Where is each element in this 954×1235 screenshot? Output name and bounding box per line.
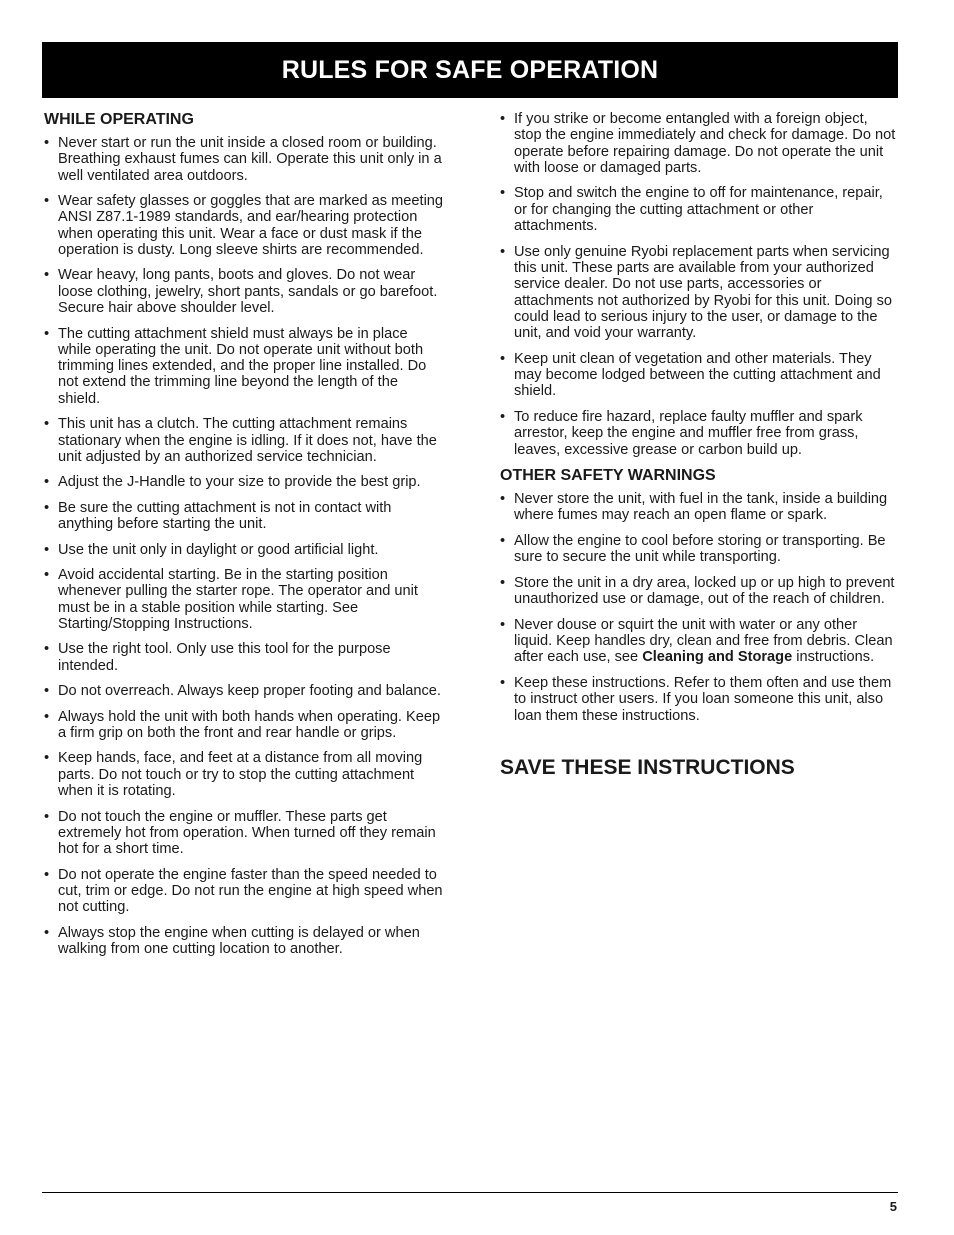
- list-item: • Wear heavy, long pants, boots and gloves. Do not wear loose clothing, jewelry, short pants, sandals or go barefoot. Secure hair above shoulder level.: [44, 267, 444, 316]
- page-title: RULES FOR SAFE OPERATION: [281, 55, 659, 84]
- save-instructions-heading: SAVE THESE INSTRUCTIONS: [500, 755, 795, 779]
- list-item: • Stop and switch the engine to off for maintenance, repair, or for changing the cutting attachment or other attachments.: [500, 185, 898, 234]
- title-banner: [42, 42, 898, 98]
- list-item: • Do not overreach. Always keep proper footing and balance.: [44, 683, 444, 699]
- other-safety-warnings-heading: OTHER SAFETY WARNINGS: [500, 467, 716, 485]
- list-item: • Store the unit in a dry area, locked up or up high to prevent unauthorized use or damage, out of the reach of children.: [500, 575, 898, 608]
- list-item: • Always stop the engine when cutting is delayed or when walking from one cutting location to another.: [44, 925, 444, 958]
- list-item: [500, 617, 898, 666]
- operating-continued-list: [500, 111, 898, 458]
- list-item: • Do not operate the engine faster than the speed needed to cut, trim or edge. Do not run the engine at high speed when not cutting.: [44, 867, 444, 916]
- list-item: • Wear safety glasses or goggles that are marked as meeting ANSI Z87.1-1989 standards, and ear/hearing protection when operating this unit. Wear a face or dust mask if the operation is dusty. Long sleeve shirts are recommended.: [44, 193, 444, 258]
- list-item: • To reduce fire hazard, replace faulty muffler and spark arrestor, keep the engine and muffler free from grass, leaves, excessive grease or carbon build up.: [500, 409, 898, 458]
- list-item: • Avoid accidental starting. Be in the starting position whenever pulling the starter rope. The operator and unit must be in a stable position while starting. See Starting/Stopping Instructions.: [44, 567, 444, 632]
- list-item: • Use the unit only in daylight or good artificial light.: [44, 542, 444, 558]
- list-item: • Never start or run the unit inside a closed room or building. Breathing exhaust fumes can kill. Operate this unit only in a well ventilated area outdoors.: [44, 135, 444, 184]
- list-item: • This unit has a clutch. The cutting attachment remains stationary when the engine is idling. If it does not, have the unit adjusted by an authorized service technician.: [44, 416, 444, 465]
- list-item: • Keep unit clean of vegetation and other materials. They may become lodged between the cutting attachment and shield.: [500, 351, 898, 400]
- list-item: • If you strike or become entangled with a foreign object, stop the engine immediately and check for damage. Do not operate before repairing damage. Do not operate the unit with loose or damaged parts.: [500, 111, 898, 176]
- list-item: • Do not touch the engine or muffler. These parts get extremely hot from operation. When turned off they remain hot for a short time.: [44, 809, 444, 858]
- footer-divider: [42, 1192, 898, 1193]
- list-item: • The cutting attachment shield must always be in place while operating the unit. Do not operate unit without both trimming lines extended, and the proper line installed. Do not extend the trimming line beyond the length of the shield.: [44, 326, 444, 407]
- list-item: • Keep these instructions. Refer to them often and use them to instruct other users. If you loan someone this unit, also loan them these instructions.: [500, 675, 898, 724]
- douse-text: Never douse or squirt the unit with water or any other liquid. Keep handles dry, clean and free from debris. Clean after each use, see: [514, 616, 893, 666]
- list-item: • Adjust the J-Handle to your size to provide the best grip.: [44, 474, 444, 490]
- while-operating-list: [44, 135, 444, 957]
- list-item: • Allow the engine to cool before storing or transporting. Be sure to secure the unit while transporting.: [500, 533, 898, 566]
- left-column: [44, 111, 444, 966]
- while-operating-heading: WHILE OPERATING: [44, 111, 194, 128]
- list-item: • Always hold the unit with both hands when operating. Keep a firm grip on both the front and rear handle or grips.: [44, 709, 444, 742]
- list-item: • Never store the unit, with fuel in the tank, inside a building where fumes may reach an open flame or spark.: [500, 491, 898, 524]
- douse-text-end: instructions.: [792, 649, 875, 666]
- list-item: • Be sure the cutting attachment is not in contact with anything before starting the unit.: [44, 500, 444, 533]
- cleaning-storage-reference: Cleaning and Storage: [642, 649, 793, 666]
- other-warnings-list: [500, 491, 898, 724]
- right-column: [500, 111, 898, 780]
- list-item: • Keep hands, face, and feet at a distance from all moving parts. Do not touch or try to stop the cutting attachment when it is rotating.: [44, 750, 444, 799]
- list-item: • Use only genuine Ryobi replacement parts when servicing this unit. These parts are available from your authorized service dealer. Do not use parts, accessories or attachments not authorized by Ryobi for this unit. Doing so could lead to serious injury to the user, or damage to the unit, and void your warranty.: [500, 244, 898, 342]
- list-item: • Use the right tool. Only use this tool for the purpose intended.: [44, 641, 444, 674]
- page-number: 5: [889, 1199, 897, 1214]
